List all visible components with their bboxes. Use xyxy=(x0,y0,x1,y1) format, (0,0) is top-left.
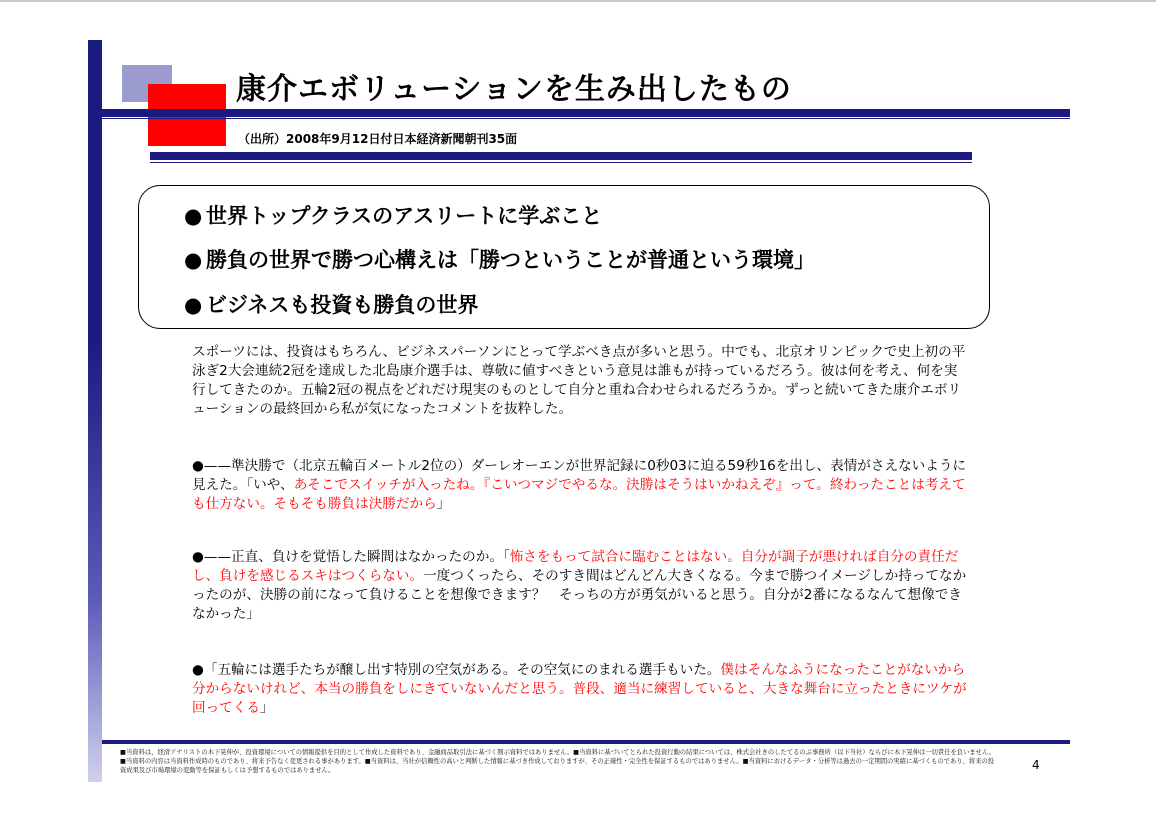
quote-paragraph xyxy=(192,661,967,718)
source-rule xyxy=(150,152,972,160)
quote-text: 」 xyxy=(259,700,274,716)
quote-highlight: 僕はそんなふうになったことがないから分からないけれど、本当の勝負をしにきていないんだと思う。普段、適当に練習していると、大きな舞台に立ったときにツケが回ってくる xyxy=(192,662,967,716)
quote-highlight: あそこでスイッチが入ったね。『こいつマジでやるな。決勝はそうはいかねえぞ』って。終わったことは考えても仕方ない。そもそも勝負は決勝だから xyxy=(192,477,966,512)
quote-paragraph xyxy=(192,457,967,514)
quote-paragraph xyxy=(192,548,967,624)
bullet-icon: ● xyxy=(184,204,203,228)
quote-text: ●「五輪には選手たちが醸し出す特別の空気がある。その空気にのまれる選手もいた。 xyxy=(192,662,721,678)
quote-highlight: 怖さをもって試合に臨むことはない。自分が調子が悪ければ自分の責任だし、負けを感じるスキはつくらない。 xyxy=(192,549,959,584)
quote-text: 」 xyxy=(436,496,451,512)
key-point xyxy=(184,244,815,274)
bullet-icon: ● xyxy=(184,293,203,317)
top-border-line xyxy=(0,0,1156,2)
disclaimer-text: ■当資料は、経済アナリストの木下晃伸が、投資環境についての情報提供を目的として作成した資料であり、金融商品取引法に基づく開示資料ではありません。■当資料に基づいてとられた投資行動の結果については、株式会社きのしたてるのぶ事務所（以下当社）ならびに木下晃伸は一切責任を負いません。■当資料の内容は当資料作成時のものであり、将来予告なく変更される事があります。■当資料は、当社が信頼性の高いと判断した情報に基づき作成しておりますが、その正確性・完全性を保証するものではありません。■当資料におけるデータ・分析等は過去の一定期間の実績に基づくものであり、将来の投資成果及び市場環境の変動等を保証もしくは予想するものではありません。 xyxy=(120,749,995,774)
key-point-text: 世界トップクラスのアスリートに学ぶこと xyxy=(206,204,603,228)
source-note: （出所）2008年9月12日付日本経済新聞朝刊35面 xyxy=(238,132,518,146)
key-point-text: 勝負の世界で勝つ心構えは「勝つということが普通という環境」 xyxy=(206,248,815,272)
key-point-text: ビジネスも投資も勝負の世界 xyxy=(206,293,479,317)
bullet-icon: ● xyxy=(184,248,203,272)
key-point xyxy=(184,289,478,319)
quote-text: ●——準決勝で（北京五輪百メートル2位の）ダーレオーエンが世界記録に0秒03に迫る59秒16を出し、表情がさえないように見えた。「いや、 xyxy=(192,458,967,493)
slide-title: 康介エボリューションを生み出したもの xyxy=(236,72,792,107)
intro-paragraph: スポーツには、投資はもちろん、ビジネスパーソンにとって学ぶべき点が多いと思う。中でも、北京オリンピックで史上初の平泳ぎ2大会連続2冠を達成した北島康介選手は、尊敬に値すべきという意見は誰もが持っているだろう。彼は何を考え、何を実行してきたのか。五輪2冠の視点をどれだけ現実のものとして自分と重ね合わせられるだろうか。ずっと続いてきた康介エボリューションの最終回から私が気になったコメントを抜粋した。 xyxy=(192,344,966,417)
quote-text: 一度つくったら、そのすき間はどんどん大きくなる。今まで勝つイメージしか持ってなかったのが、決勝の前になって負けることを想像できます？ そっちの方が勇気がいると思う。自分が2番になるなんて想像できなかった」 xyxy=(192,568,967,622)
key-point xyxy=(184,200,602,230)
left-gradient-bar xyxy=(88,40,102,782)
page-number: 4 xyxy=(1032,758,1040,772)
title-rule xyxy=(102,109,1070,117)
footer-rule xyxy=(102,740,1070,744)
quote-text: ●——正直、負けを覚悟した瞬間はなかったのか。「 xyxy=(192,549,510,565)
